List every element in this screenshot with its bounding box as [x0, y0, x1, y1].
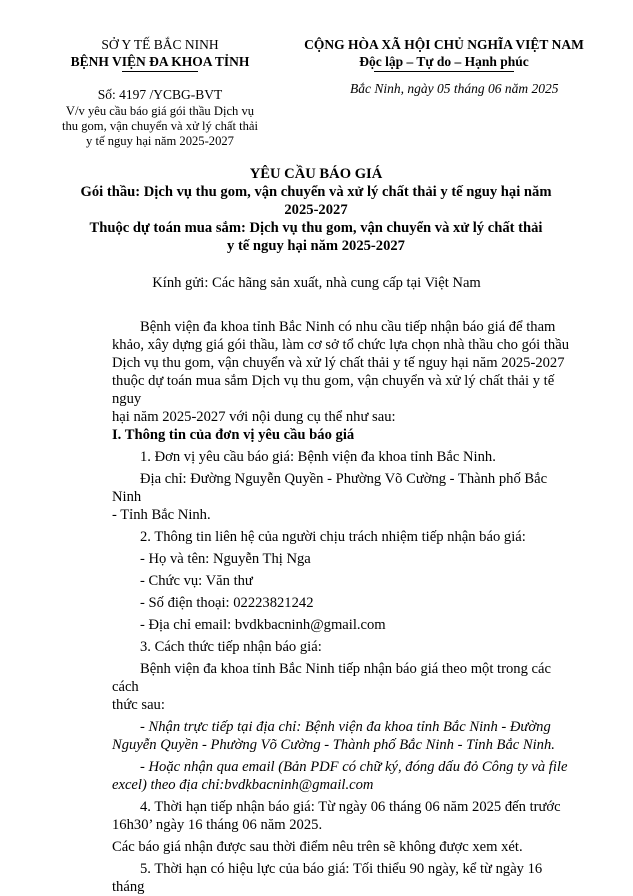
method-email-line: - Hoặc nhận qua email (Bản PDF có chữ ký, đóng dấu đỏ Công ty và file	[140, 759, 568, 775]
section-heading: I. Thông tin của đơn vị yêu cầu báo giá	[112, 427, 355, 443]
method-email-line: excel) theo địa chỉ:bvdkbacninh@gmail.com	[112, 777, 374, 793]
item-2: 2. Thông tin liên hệ của người chịu trách nhiệm tiếp nhận báo giá:	[140, 529, 526, 545]
title-block	[60, 165, 572, 255]
subject-line: V/v yêu cầu báo giá gói thầu Dịch vụ	[65, 104, 255, 118]
intro-line: hại năm 2025-2027 với nội dung cụ thể như sau:	[112, 409, 396, 425]
contact-name: - Họ và tên: Nguyễn Thị Nga	[140, 551, 311, 567]
contact-position: - Chức vụ: Văn thư	[140, 573, 253, 589]
department-name: SỞ Y TẾ BẮC NINH	[101, 37, 219, 52]
header-right	[282, 36, 606, 72]
item-5: 5. Thời hạn có hiệu lực của báo giá: Tối thiểu 90 ngày, kể từ ngày 16 tháng	[112, 861, 543, 895]
package-line: Gói thầu: Dịch vụ thu gom, vận chuyển và xử lý chất thải y tế nguy hại năm	[80, 184, 552, 200]
address-line: Địa chỉ: Đường Nguyễn Quyền - Phường Võ Cường - Thành phố Bắc Ninh	[112, 471, 548, 505]
late-note: Các báo giá nhận được sau thời điểm nêu trên sẽ không được xem xét.	[112, 839, 523, 855]
intro-line: khảo, xây dựng giá gói thầu, làm cơ sở tổ chức lựa chọn nhà thầu cho gói thầu	[112, 337, 570, 353]
method-intro-line: thức sau:	[112, 697, 165, 713]
national-motto: Độc lập – Tự do – Hạnh phúc	[359, 54, 529, 69]
intro-line: Dịch vụ thu gom, vận chuyển và xử lý chất thải y tế nguy hại năm 2025-2027	[112, 355, 565, 371]
item-3: 3. Cách thức tiếp nhận báo giá:	[140, 639, 322, 655]
method-direct-line: Nguyễn Quyền - Phường Võ Cường - Thành phố Bắc Ninh - Tỉnh Bắc Ninh.	[112, 737, 555, 753]
address-line: - Tỉnh Bắc Ninh.	[112, 507, 211, 523]
document-title: YÊU CẦU BÁO GIÁ	[249, 166, 383, 182]
method-direct-line: - Nhận trực tiếp tại địa chỉ: Bệnh viện đa khoa tỉnh Bắc Ninh - Đường	[140, 719, 551, 735]
document-body	[112, 318, 574, 896]
hospital-underline	[122, 71, 198, 72]
document-subject	[52, 104, 268, 149]
hospital-name: BỆNH VIỆN ĐA KHOA TỈNH	[70, 54, 250, 69]
contact-email: - Địa chỉ email: bvdkbacninh@gmail.com	[140, 617, 386, 633]
estimate-line: y tế nguy hại năm 2025-2027	[227, 238, 405, 254]
intro-line: Bệnh viện đa khoa tỉnh Bắc Ninh có nhu cầu tiếp nhận báo giá để tham	[140, 319, 556, 335]
document-date: Bắc Ninh, ngày 05 tháng 06 năm 2025	[350, 81, 559, 96]
item-4-line: 16h30’ ngày 16 tháng 06 năm 2025.	[112, 817, 323, 833]
item-1: 1. Đơn vị yêu cầu báo giá: Bệnh viện đa khoa tỉnh Bắc Ninh.	[140, 449, 496, 465]
document-number: Số: 4197 /YCBG-BVT	[97, 87, 223, 102]
recipient-line: Kính gửi: Các hãng sản xuất, nhà cung cấp tại Việt Nam	[152, 275, 481, 291]
motto-underline	[374, 71, 514, 72]
intro-line: thuộc dự toán mua sắm Dịch vụ thu gom, vận chuyển và xử lý chất thải y tế nguy	[112, 373, 555, 407]
subject-line: y tế nguy hại năm 2025-2027	[86, 134, 234, 148]
package-line: 2025-2027	[284, 202, 348, 218]
method-intro-line: Bệnh viện đa khoa tỉnh Bắc Ninh tiếp nhận báo giá theo một trong các cách	[112, 661, 551, 695]
item-4-line: 4. Thời hạn tiếp nhận báo giá: Từ ngày 06 tháng 06 năm 2025 đến trước	[140, 799, 561, 815]
subject-line: thu gom, vận chuyển và xử lý chất thải	[61, 119, 259, 133]
contact-phone: - Số điện thoại: 02223821242	[140, 595, 314, 611]
national-title: CỘNG HÒA XÃ HỘI CHỦ NGHĨA VIỆT NAM	[304, 37, 584, 52]
estimate-line: Thuộc dự toán mua sắm: Dịch vụ thu gom, vận chuyển và xử lý chất thải	[89, 220, 543, 236]
header-left	[52, 36, 268, 149]
